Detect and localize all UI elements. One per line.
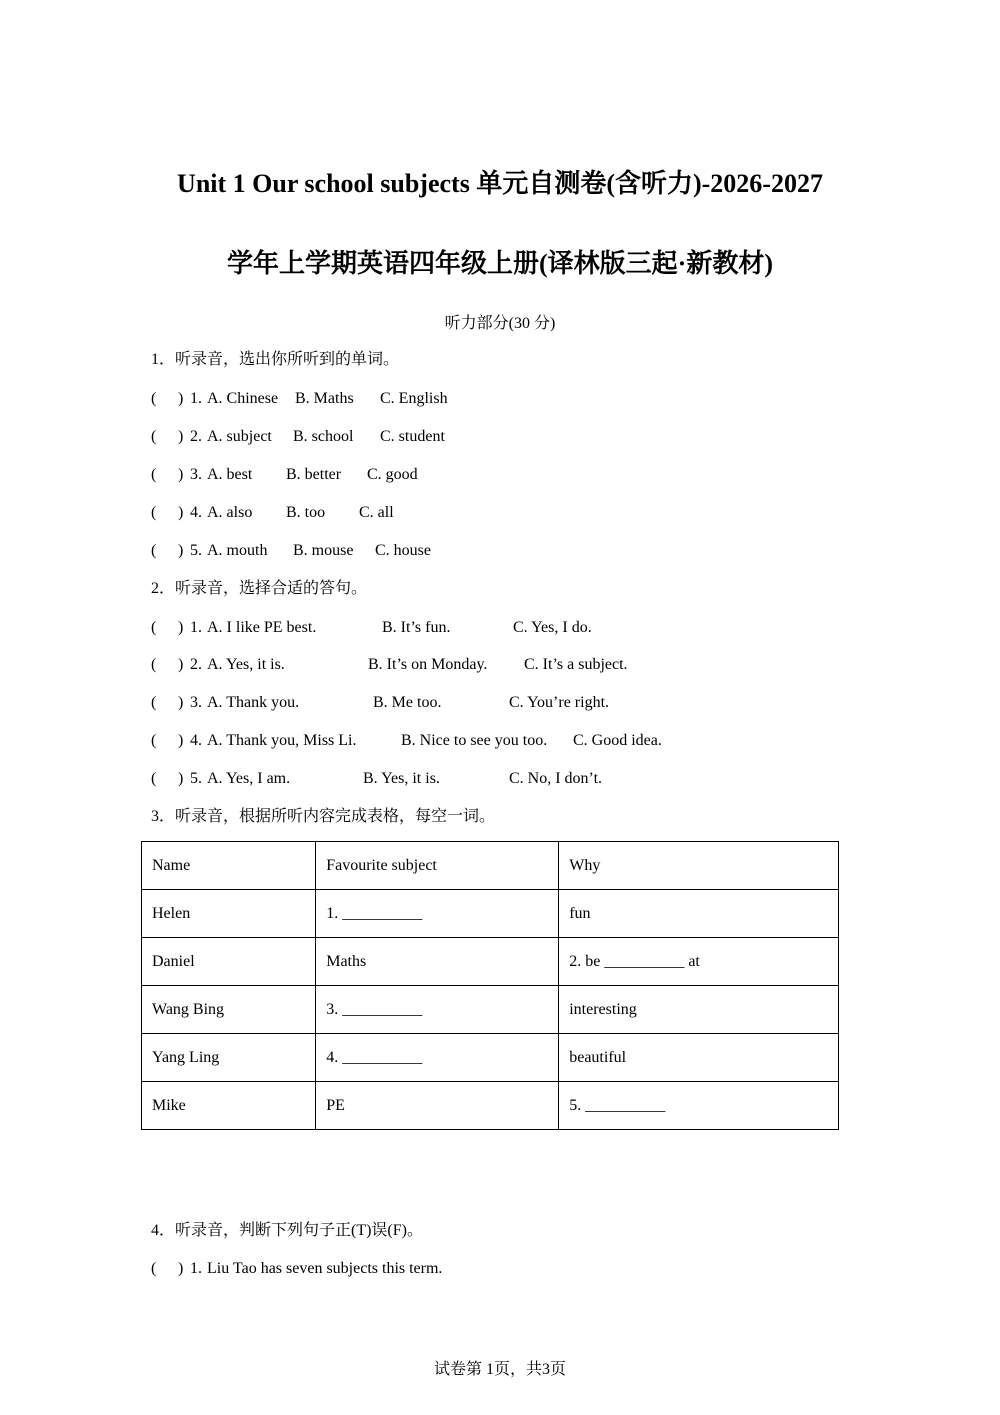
item-number: 5. <box>190 542 202 559</box>
table-cell: 3. __________ <box>316 986 559 1034</box>
option-a: A. Yes, it is. <box>207 656 285 673</box>
item-number: 4. <box>190 732 202 749</box>
answer-bracket-open: ( <box>151 694 157 711</box>
table-cell: fun <box>559 890 839 938</box>
answer-bracket-open: ( <box>151 770 157 787</box>
table-cell: 4. __________ <box>316 1034 559 1082</box>
table-cell: Maths <box>316 938 559 986</box>
answer-bracket-close: ) <box>178 466 184 483</box>
item-number: 5. <box>190 770 202 787</box>
option-a: A. best <box>207 466 253 483</box>
q1-heading: 1．听录音，选出你所听到的单词。 <box>151 351 400 368</box>
q4-heading: 4．听录音，判断下列句子正(T)误(F)。 <box>151 1222 423 1239</box>
option-a: A. Thank you, Miss Li. <box>207 732 357 749</box>
item-number: 3. <box>190 466 202 483</box>
option-b: B. It’s fun. <box>382 619 451 636</box>
table-row <box>142 986 839 1034</box>
option-b: B. Maths <box>295 390 354 407</box>
answer-bracket-close: ) <box>178 694 184 711</box>
table-cell: 2. be __________ at <box>559 938 839 986</box>
option-c: C. Yes, I do. <box>513 619 592 636</box>
item-number: 2. <box>190 656 202 673</box>
option-c: C. student <box>380 428 445 445</box>
answer-table <box>141 841 839 1130</box>
option-b: B. It’s on Monday. <box>368 656 488 673</box>
option-c: C. all <box>359 504 394 521</box>
table-header-cell: Favourite subject <box>316 842 559 890</box>
option-c: C. No, I don’t. <box>509 770 603 787</box>
table-row <box>142 938 839 986</box>
title-line-2: 学年上学期英语四年级上册(译林版三起·新教材) <box>227 249 773 278</box>
option-a: A. subject <box>207 428 272 445</box>
answer-bracket-open: ( <box>151 656 157 673</box>
table-cell: 5. __________ <box>559 1082 839 1130</box>
item-number: 1. <box>190 1260 202 1277</box>
answer-bracket-open: ( <box>151 619 157 636</box>
option-b: B. too <box>286 504 326 521</box>
table-row <box>142 1034 839 1082</box>
section-heading: 听力部分(30 分) <box>444 315 556 332</box>
option-a: A. Thank you. <box>207 694 300 711</box>
option-a: A. I like PE best. <box>207 619 317 636</box>
statement-text: Liu Tao has seven subjects this term. <box>207 1260 443 1277</box>
answer-bracket-close: ) <box>178 1260 184 1277</box>
answer-bracket-close: ) <box>178 542 184 559</box>
answer-bracket-open: ( <box>151 390 157 407</box>
table-cell: PE <box>316 1082 559 1130</box>
item-number: 4. <box>190 504 202 521</box>
q3-heading: 3．听录音，根据所听内容完成表格，每空一词。 <box>151 808 496 825</box>
answer-bracket-open: ( <box>151 732 157 749</box>
option-c: C. Good idea. <box>573 732 662 749</box>
option-b: B. Nice to see you too. <box>401 732 548 749</box>
answer-bracket-open: ( <box>151 542 157 559</box>
option-c: C. good <box>367 466 418 483</box>
option-a: A. Yes, I am. <box>207 770 291 787</box>
answer-bracket-open: ( <box>151 1260 157 1277</box>
option-c: C. English <box>380 390 448 407</box>
q2-heading: 2．听录音，选择合适的答句。 <box>151 580 368 597</box>
answer-bracket-close: ) <box>178 428 184 445</box>
option-a: A. Chinese <box>207 390 279 407</box>
page-footer: 试卷第 1页，共3页 <box>433 1361 566 1378</box>
option-b: B. school <box>293 428 354 445</box>
answer-bracket-close: ) <box>178 732 184 749</box>
answer-bracket-open: ( <box>151 504 157 521</box>
answer-bracket-close: ) <box>178 656 184 673</box>
answer-bracket-close: ) <box>178 504 184 521</box>
answer-bracket-close: ) <box>178 770 184 787</box>
option-b: B. better <box>286 466 342 483</box>
option-b: B. mouse <box>293 542 354 559</box>
table-cell: interesting <box>559 986 839 1034</box>
option-c: C. You’re right. <box>509 694 610 711</box>
table-cell: 1. __________ <box>316 890 559 938</box>
table-cell: beautiful <box>559 1034 839 1082</box>
table-header-cell: Why <box>559 842 839 890</box>
table-header-cell: Name <box>142 842 316 890</box>
table-row <box>142 890 839 938</box>
item-number: 3. <box>190 694 202 711</box>
answer-bracket-open: ( <box>151 466 157 483</box>
table-cell: Mike <box>142 1082 316 1130</box>
table-cell: Wang Bing <box>142 986 316 1034</box>
answer-bracket-close: ) <box>178 619 184 636</box>
item-number: 1. <box>190 619 202 636</box>
option-a: A. also <box>207 504 253 521</box>
table-cell: Daniel <box>142 938 316 986</box>
option-a: A. mouth <box>207 542 268 559</box>
item-number: 1. <box>190 390 202 407</box>
option-c: C. It’s a subject. <box>524 656 628 673</box>
table-cell: Helen <box>142 890 316 938</box>
option-c: C. house <box>375 542 431 559</box>
answer-bracket-close: ) <box>178 390 184 407</box>
item-number: 2. <box>190 428 202 445</box>
option-b: B. Yes, it is. <box>363 770 440 787</box>
title-line-1: Unit 1 Our school subjects 单元自测卷(含听力)-2026-2027 <box>177 169 823 198</box>
table-row <box>142 1082 839 1130</box>
option-b: B. Me too. <box>373 694 442 711</box>
table-cell: Yang Ling <box>142 1034 316 1082</box>
answer-bracket-open: ( <box>151 428 157 445</box>
table-header-row <box>142 842 839 890</box>
